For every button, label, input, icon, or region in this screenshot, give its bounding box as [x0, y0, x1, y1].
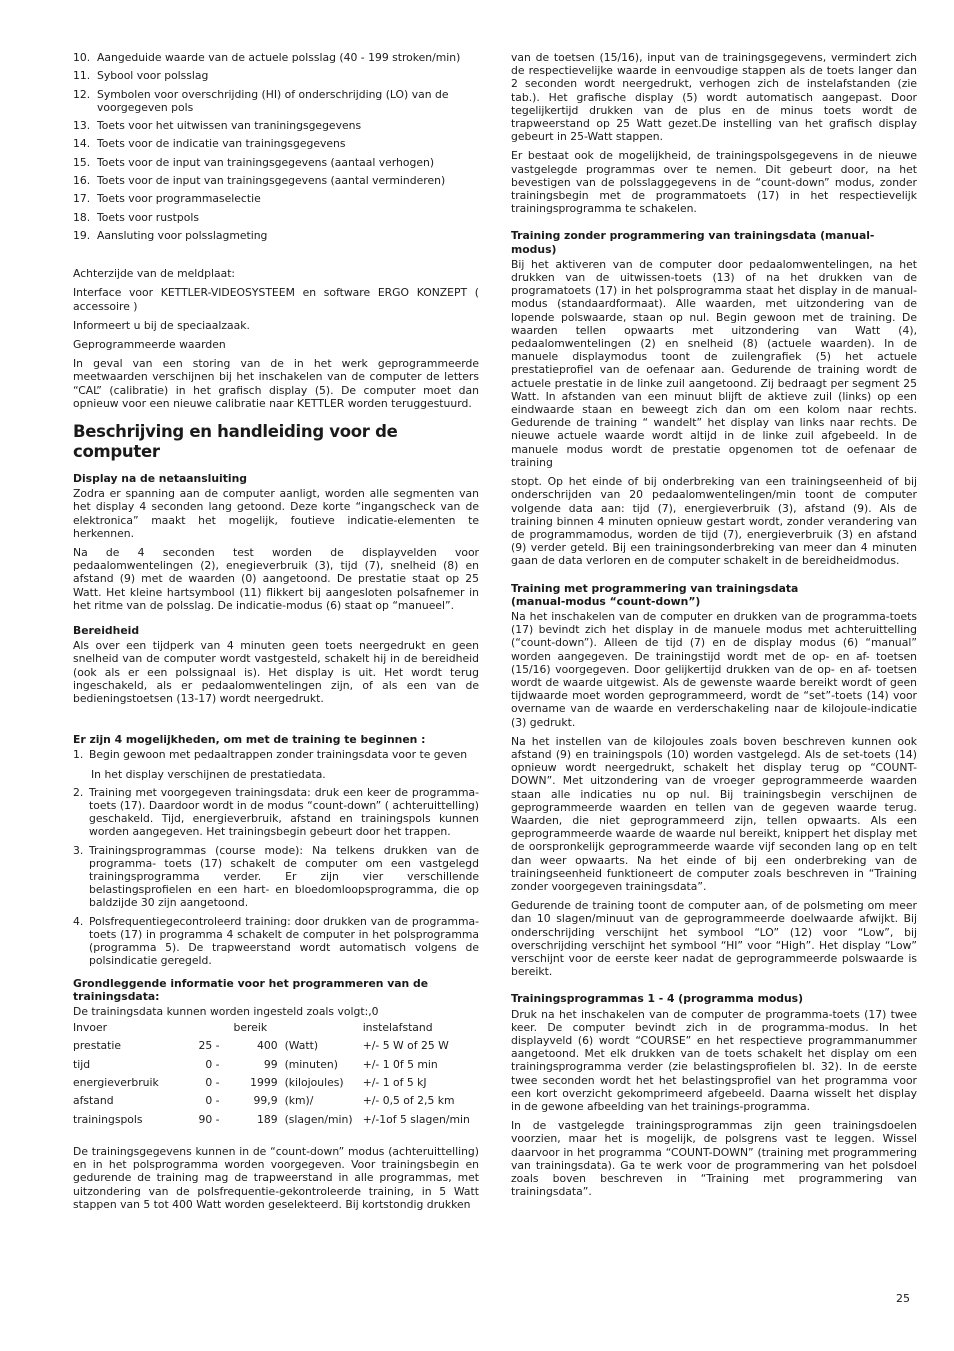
table-row: tijd 0 - 99 (minuten) +/- 1 0f 5 min [73, 1057, 438, 1071]
subheading-bereidheid: Bereidheid [73, 624, 140, 638]
list-item: 15. Toets voor de input van trainingsgegevens (aantaal verhogen) [73, 155, 435, 169]
paragraph: Er bestaat ook de mogelijkheid, de trainingspolsgegevens in de nieuwe vastgelegde programmas over te nemen. Dit gebeurt door, na het bevestigen van de polsslaggegevens in de “count-down” modus, zonder trainingsbegin met de programmatoets (17) in het respectievelijk trainingsprogramma te schakelen. [511, 149, 917, 216]
paragraph: Bij het aktiveren van de computer door pedaalomwentelingen, na het drukken van de uitwissen-toets (13) of na het drukken van de programatoets (17) in het polsprogramma staat het display in de manual-modus (standaardformaat). Alle waarden, met uitzondering van de lopende polswaarde, staan op nul. Begin gewoon met de training. De waarden tellen opwaarts met uitzondering van Watt (4), pedaalomwentelingen (2) en snelheid (8) (actuele waarden). In de manuele displaymodus toont de zuilengrafiek (5) het actuele prestatieprofiel van de oefenaar aan. Gedurende de training wordt de actuele prestatie in de linke zuil aangetoond. Zij bedraagt per segment 25 Watt. In afstanden van een minuut blijft de aktieve zuil (links) op een eindwaarde staan en beweegt zich dan om een kolom naar rechts. Gedurende de training “ wandelt” het display van links naar rechts. De nieuwe actuele waarde wordt altijd in de linke zuil afgebeeld. In de manuele modus wordt de prestatie opgenomen tot de oefenaar de training [511, 257, 917, 469]
subheading-mogelijkheden: Er zijn 4 mogelijkheden, om met de training te beginnen : [73, 733, 426, 747]
list-item: 12. Symbolen voor overschrijding (HI) of onderschrijding (LO) van de voorgegeven pols [73, 87, 449, 114]
subheading-grondleggend: Grondleggende informatie voor het programmeren van de trainingsdata: [73, 976, 429, 1003]
list-item: 17. Toets voor programmaselectie [73, 192, 261, 206]
subheading-met: Training met programmering van trainingsdata (manual-modus “count-down”) [511, 581, 799, 608]
list-item: 14. Toets voor de indicatie van trainingsgegevens [73, 137, 346, 151]
table-row: energieverbruik 0 - 1999 (kilojoules) +/- 1 of 5 kJ [73, 1076, 427, 1089]
paragraph: Gedurende de training toont de computer aan, of de polsmeting om meer dan 10 slagen/minuut van de geprogrammeerde doelwaarde afwijkt. Bij onderschrijding verschijnt het symbool “LO” (12) voor “Low”, bij overschrijding verschijnt het symbool “HI” voor “High”. Het display “Low” verschijnt voor de eerste keer nadat de geprogrammeerde polswaarde is bereikt. [511, 899, 917, 979]
options-list [73, 748, 479, 967]
list-item: 16. Toets voor de input van trainingsgegevens (aantal verminderen) [73, 173, 446, 187]
back-info: Informeert u bij de speciaalzaak. [73, 318, 250, 332]
settings-table [73, 1021, 479, 1131]
list-item: 4. Polsfrequentiegecontroleerd training: door drukken van de programma-toets (17) in programma 4 schakelt de computer in het polsprogramma (programma 5). De trapweerstand wordt automatisch volgens de polsindicatie geregeld. [73, 914, 479, 968]
paragraph: In de vastgelegde trainingsprogrammas zijn geen trainingsdoelen voorzien, maar het is mogelijk, de polsgrens vast te leggen. Wissel daarvoor in het programma “COUNT-DOWN” (training met programmering van trainingsdata). Ga te werk voor de programmering van het polsdoel zoals boven beschreven in “Training met programmering van trainingsdata”. [511, 1119, 917, 1199]
list-item: 13. Toets voor het uitwissen van traniningsgegevens [73, 119, 362, 133]
table-row: afstand 0 - 99,9 (km)/ +/- 0,5 of 2,5 km [73, 1094, 455, 1108]
page-number: 25 [896, 1292, 910, 1305]
legend-list [73, 51, 479, 242]
back-storing: In geval van een storing van de in het werk geprogrammeerde meetwaarden verschijnen bij het inschakelen van de computer de letters “CAL” (calibratie) in het grafisch display (5). De computer moet dan opnieuw voor een nieuwe calibratie naar KETTLER worden teruggestuurd. [73, 357, 479, 410]
paragraph: Als over een tijdperk van 4 minuten geen toets neergedrukt en geen snelheid van de computer wordt vastgesteld, schakelt hij in de bereidheid (ook als er een polssignaal is). Het display is uit. Het wordt terug ingeschakeld, als er pedaalomwentelingen zijn, of als een van de bedieningstoetsen (13-17) wordt neergedrukt. [73, 639, 479, 706]
list-item: 10. Aangeduide waarde van de actuele polsslag (40 - 199 stroken/min) [73, 51, 461, 64]
right-column [511, 51, 917, 1204]
paragraph: De trainingsdata kunnen worden ingesteld zoals volgt:,0 [73, 1004, 379, 1018]
back-programmed: Geprogrammeerde waarden [73, 337, 226, 351]
list-item: 3. Trainingsprogrammas (course mode): Na telkens drukken van de programma- toets (17) schakelt de computer om een vastgelegd trainingsprogramma verder. Er zijn vier verschillende belastingsprofielen en een hart- en bloedomloopsprogramma, die op baldzijde 30 zijn aangetoond. [73, 843, 479, 910]
table-row: prestatie 25 - 400 (Watt) +/- 5 W of 25 W [73, 1039, 449, 1053]
paragraph: stopt. Op het einde of bij onderbreking van een trainingseenheid of bij onderschrijden van 20 pedaalomwentelingen/min toont de computer volgende data aan: tijd (7), energieverbruik (3), afstand (9). Als de training binnen 4 minuten opnieuw gestart wordt, zonder verandering van de programmamodus, worden de tijd (7), energieverbruik (3) en afstand (9) verder geteld. Bij een trainingsonderbreking van meer dan 4 minuten gaan de data verloren en de computer schakelt in de bereidheidmodus. [511, 475, 917, 568]
list-item: 11. Sybool voor polsslag [73, 69, 209, 83]
paragraph: Na de 4 seconden test worden de displayvelden voor pedaalomwentelingen (2), enegieverbruik (3), tijd (7), snelheid (8) en afstand (9) met de waarden (0) aangetoond. De prestatie staat op 25 Watt. Het kleine hartsymbool (11) flikkert bij aangesloten polsafnemer in het ritme van de polsslag. De indicatie-modus (6) staat op “manueel”. [73, 546, 479, 612]
list-item: 19. Aansluting voor polsslagmeting [73, 228, 268, 242]
list-item: 1. Begin gewoon met pedaaltrappen zonder trainingsdata voor te geven In het display verschijnen de prestatiedata. [73, 748, 468, 781]
subheading-display: Display na de netaansluiting [73, 472, 248, 485]
paragraph: Na het instellen van de kilojoules zoals boven beschreven kunnen ook afstand (9) en trainingspols (10) worden vastgelegd. Als de set-toets (14) opnieuw wordt neergedrukt, schakelt het display terug op “COUNT-DOWN”. Met uitzondering van de vroeger geprogrammeerde waarden staan alle indicaties nu op nul. Bij trainingsbegin verschijnen de geprogrammeerde waarden en tellen van de gegeven waarde terug. Waarden, die niet geprogrammeerd zijn, tellen opwaarts. Als een geprogrammeerde waarde de waarde nul bereikt, knippert het display met de oorspronkelijk geprogrammeerde waarde vijf seconden lang op en telt dan weer opwaarts. Na het einde of bij een onderbreking van de trainingseenheid funktioneert de computer zoals beschreven in “Training zonder voorgegeven trainingsdata”. [511, 734, 917, 893]
section-heading: Beschrijving en handleiding voor de computer [73, 422, 398, 461]
left-column [73, 51, 479, 1217]
paragraph: De trainingsgegevens kunnen in de “count-down” modus (achteruittelling) en in het polsprogramma worden voorgegeven. Voor trainingsbegin en gedurende de training mag de trapweerstand in alle programmas, met uitzondering van de polsfrequentie-gekontroleerde training, in 5 Watt stappen van 5 tot 400 Watt worden geselekteerd. Bij kortstondig drukken [73, 1144, 479, 1211]
back-label: Achterzijde van de meldplaat: [73, 267, 236, 281]
table-row: trainingspols 90 - 189 (slagen/min) +/-1of 5 slagen/min [73, 1112, 470, 1126]
subheading-programmas: Trainingsprogrammas 1 - 4 (programma modus) [511, 992, 804, 1006]
back-interface: Interface voor KETTLER-VIDEOSYSTEEM en software ERGO KONZEPT ( accessoire ) [73, 286, 479, 313]
paragraph: Zodra er spanning aan de computer aanligt, worden alle segmenten van het display 4 seconden lang getoond. Deze korte “ingangscheck van de elektronica” maakt het mogelijk, foutieve indicatie-elementen te herkennen. [73, 487, 479, 540]
paragraph: Na het inschakelen van de computer en drukken van de programma-toets (17) bevindt zich het display in de manuele modus met achteruittelling (“count-down”). Alleen de tijd (7) en de display modus (6) “manual” worden aangegeven. De trainingstijd wordt met de op- en af- toetsen (15/16) voorgegeven. Door gelijkertijd drukken van de op- en af- toetsen wordt de waarde uitgewist. Als de gewenste waarde bereikt wordt of geen tijdwaarde moet worden geprogrammeerd, wordt de “set”-toets (14) voor overname van de waarde en verderschakeling naar de kilojoule-indicatie (3) gedrukt. [511, 609, 917, 729]
subheading-zonder: Training zonder programmering van trainingsdata (manual-modus) [511, 229, 875, 256]
paragraph: van de toetsen (15/16), input van de trainingsgegevens, vermindert zich de respectievelijke waarde in eenvoudige stappen als de toets langer dan 2 seconden wordt neergedrukt, verhogen zich de instelafstanden (zie tab.). Het grafische display (5) wordt automatisch aangepast. Door tegelijkertijd drukken van de plus en de minus toets wordt de trapweerstand op 25 Watt gezet.De instelling van het grafisch display gebeurt in 25-Watt stappen. [511, 51, 917, 144]
list-item: 2. Training met voorgegeven trainingsdata: druk een keer de programma-toets (17). Daardoor wordt in de modus “count-down” ( achteruittelling) geschakeld. Tijd, energieverbruik, afstand en trainingspols kunnen worden aangegeven. Het trainingsbegin gebeurt door het trappen. [73, 785, 479, 839]
list-item: 18. Toets voor rustpols [73, 210, 199, 224]
paragraph: Druk na het inschakelen van de computer de programma-toets (17) twee keer. De computer bevindt zich in de programma-modus. In het displayveld (6) wordt “COURSE” en het respectieve programmanummer aangetoond. Met elk drukken van de toets schakelt het display om een trainingsprogramma verder (zie belastingsprofielen bl. 32). In de eerste twee seconden wordt het het belastingsprofiel van het programma voor een kort overzicht gekomprimeerd afgebeeld. Daarna wisselt het display in de gewone afbeelding van het trainings-programma. [511, 1007, 917, 1114]
table-header: Invoer bereik instelafstand [73, 1021, 433, 1035]
